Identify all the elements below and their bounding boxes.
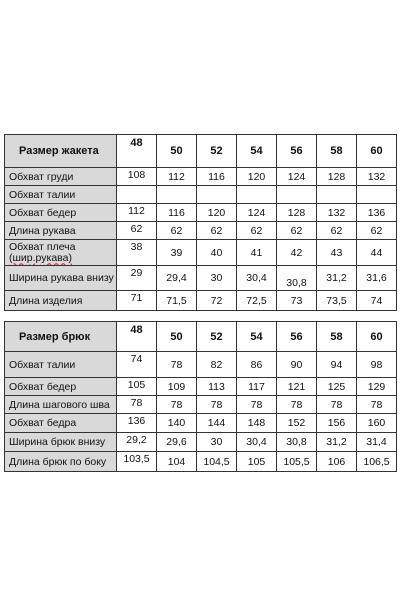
table-cell: 106,5 [357,452,397,472]
table-cell: 72 [197,291,237,311]
size-header: 50 [157,322,197,352]
row-label: Ширина рукава внизу [5,266,117,291]
row-label: Длина изделия [5,291,117,311]
size-header: 60 [357,322,397,352]
table-cell: 108 [117,168,157,186]
row-label: Обхват груди [5,168,117,186]
table-cell [277,186,317,204]
table-cell [197,186,237,204]
table-row [5,266,397,291]
table-cell: 62 [357,222,397,240]
table-cell: 73,5 [317,291,357,311]
table-cell: 74 [117,352,157,378]
size-header: 54 [237,322,277,352]
pants-size-header: Размер брюк [5,322,117,352]
table-cell: 129 [357,378,397,396]
table-cell: 128 [277,204,317,222]
table-cell: 72,5 [237,291,277,311]
table-cell: 78 [157,352,197,378]
row-label: Обхват бедра [5,414,117,433]
table-cell: 42 [277,240,317,266]
row-label: Длина рукава [5,222,117,240]
table-cell-text: 30,8 [286,277,307,289]
table-cell: 31,2 [317,266,357,291]
table-cell: 29,6 [157,433,197,452]
table-cell: 43 [317,240,357,266]
table-row [5,291,397,311]
size-header: 50 [157,135,197,168]
table-cell: 144 [197,414,237,433]
table-row [5,240,397,266]
table-cell: 105 [117,378,157,396]
table-cell: 31,6 [357,266,397,291]
pants-size-table [4,321,397,472]
table-cell: 112 [117,204,157,222]
row-label: Обхват бедер [5,378,117,396]
jacket-size-header: Размер жакета [5,135,117,168]
table-cell: 116 [197,168,237,186]
table-cell: 105,5 [277,452,317,472]
table-cell: 78 [237,396,277,414]
table-cell: 113 [197,378,237,396]
table-cell: 116 [157,204,197,222]
table-cell [357,186,397,204]
table-cell: 29 [117,266,157,291]
size-header: 54 [237,135,277,168]
table-cell: 125 [317,378,357,396]
row-label [5,240,117,266]
table-cell: 82 [197,352,237,378]
row-label-line: (шир.рукава) [9,251,72,264]
table-cell: 30 [197,266,237,291]
table-header-row [5,322,397,352]
table-cell [157,186,197,204]
table-cell: 140 [157,414,197,433]
table-cell: 30 [197,433,237,452]
table-row [5,222,397,240]
table-cell: 78 [357,396,397,414]
table-cell: 62 [237,222,277,240]
row-label: Ширина брюк внизу [5,433,117,452]
table-cell [277,266,317,291]
table-cell: 103,5 [117,452,157,472]
table-cell: 94 [317,352,357,378]
row-label: Длина брюк по боку [5,452,117,472]
table-cell: 98 [357,352,397,378]
table-cell: 120 [237,168,277,186]
size-header: 48 [117,135,157,168]
size-header: 56 [277,322,317,352]
table-row [5,352,397,378]
table-cell: 105 [237,452,277,472]
table-row [5,378,397,396]
table-cell: 38 [117,240,157,266]
table-cell: 120 [197,204,237,222]
size-header: 48 [117,322,157,352]
table-cell: 136 [117,414,157,433]
size-header: 60 [357,135,397,168]
table-cell: 86 [237,352,277,378]
table-cell: 71 [117,291,157,311]
table-cell: 136 [357,204,397,222]
table-row [5,204,397,222]
table-cell: 41 [237,240,277,266]
table-cell: 78 [157,396,197,414]
row-label: Обхват бедер [5,204,117,222]
row-label-line: Обхват плеча [9,240,76,253]
table-cell [237,186,277,204]
table-cell: 30,4 [237,433,277,452]
table-cell [317,186,357,204]
size-header: 58 [317,135,357,168]
table-cell: 39 [157,240,197,266]
table-cell: 44 [357,240,397,266]
table-cell: 124 [277,168,317,186]
row-label: Обхват талии [5,186,117,204]
row-label: Обхват талии [5,352,117,378]
size-header: 58 [317,322,357,352]
table-cell: 117 [237,378,277,396]
table-cell: 104,5 [197,452,237,472]
table-cell: 30,4 [237,266,277,291]
table-cell [117,186,157,204]
table-cell: 29,2 [117,433,157,452]
table-cell: 62 [117,222,157,240]
table-row [5,168,397,186]
table-row [5,414,397,433]
table-cell: 104 [157,452,197,472]
table-cell: 128 [317,168,357,186]
table-cell: 124 [237,204,277,222]
table-row [5,186,397,204]
size-header: 56 [277,135,317,168]
table-cell: 148 [237,414,277,433]
table-cell: 62 [277,222,317,240]
table-cell: 90 [277,352,317,378]
table-cell: 152 [277,414,317,433]
table-cell: 160 [357,414,397,433]
table-cell: 62 [317,222,357,240]
table-cell: 78 [277,396,317,414]
row-label: Длина шагового шва [5,396,117,414]
table-cell: 74 [357,291,397,311]
table-cell: 31,2 [317,433,357,452]
table-cell: 78 [197,396,237,414]
table-cell: 31,4 [357,433,397,452]
size-header: 52 [197,322,237,352]
table-cell: 112 [157,168,197,186]
table-cell: 62 [197,222,237,240]
table-cell: 78 [317,396,357,414]
size-header: 52 [197,135,237,168]
table-cell: 132 [317,204,357,222]
table-cell: 62 [157,222,197,240]
table-header-row [5,135,397,168]
table-cell: 121 [277,378,317,396]
table-cell: 29,4 [157,266,197,291]
jacket-size-table [4,134,397,311]
table-cell: 40 [197,240,237,266]
table-row [5,396,397,414]
table-cell: 132 [357,168,397,186]
table-cell: 73 [277,291,317,311]
table-cell: 106 [317,452,357,472]
table-cell: 78 [117,396,157,414]
table-row [5,452,397,472]
table-cell: 109 [157,378,197,396]
table-cell: 71,5 [157,291,197,311]
table-cell: 30,8 [277,433,317,452]
table-cell: 156 [317,414,357,433]
table-row [5,433,397,452]
